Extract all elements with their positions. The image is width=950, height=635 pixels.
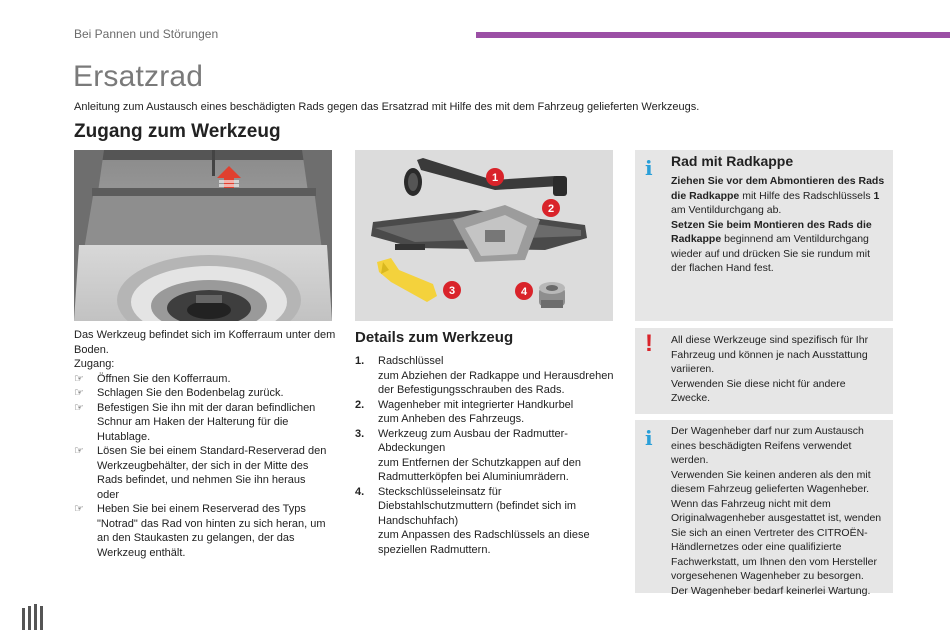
access-para-2: Zugang: xyxy=(74,358,115,370)
socket-icon xyxy=(539,282,565,308)
callout-2 xyxy=(542,199,560,217)
list-item: ☞ Lösen Sie bei einem Standard-Reserverad den Werkzeugbehälter, der sich in der Mitte des Rads befindet, und nehmen Sie ihn heraus xyxy=(74,445,327,486)
jack-text: Der Wagenheber darf nur zum Austausch eines beschädigten Reifens verwendet werden. Verwenden Sie keinen anderen als den mit diesem Fahrzeug gelieferten Wagenheber. Wenn das Fahrzeug nicht mit dem Originalwagenheber ausgestattet ist, wenden Sie sich an einen Vertreter des CITROËN-Händlernetzes oder eine qualifizierte Fachwerkstatt, um Ihnen den vom Hersteller vorgesehenen Wagenheber zu besorgen. Der Wagenheber bedarf keinerlei Wartung. xyxy=(671,425,882,597)
callout-1 xyxy=(486,168,504,186)
hand-pointer-icon: ☞ xyxy=(74,503,84,515)
svg-text:2: 2 xyxy=(547,203,555,215)
svg-text:1: 1 xyxy=(491,172,499,184)
list-item: 4. Steckschlüsseleinsatz für Diebstahlschutzmuttern (befindet sich im Handschuhfach) zum Anpassen des Radschlüssels an diese speziellen Radmuttern. xyxy=(355,485,590,556)
list-item: ☞ Schlagen Sie den Bodenbelag zurück. xyxy=(74,387,284,399)
list-item: 2. Wagenheber mit integrierter Handkurbel zum Anheben des Fahrzeugs. xyxy=(355,398,574,425)
access-steps xyxy=(74,372,336,561)
hubcap-title: Rad mit Radkappe xyxy=(671,153,794,169)
hubcap-text: Ziehen Sie vor dem Abmontieren des Rads die Radkappe mit Hilfe des Radschlüssels 1 am Ventildurchgang ab. Setzen Sie beim Montieren des Rads die Radkappe beginnend am Ventildurchgang wieder auf und drücken Sie sie rundum mit der flachen Hand fest. xyxy=(671,175,885,274)
warning-box xyxy=(635,328,893,414)
warning-text: All diese Werkzeuge sind spezifisch für Ihr Fahrzeug und können je nach Ausstattung variieren. Verwenden Sie diese nicht für andere Zwecke. xyxy=(671,334,869,404)
access-para-1: Das Werkzeug befindet sich im Kofferraum unter dem Boden. xyxy=(74,329,336,356)
jack-info-box xyxy=(635,420,893,597)
svg-text:3: 3 xyxy=(448,285,456,297)
list-item: 1. Radschlüssel zum Abziehen der Radkappe und Herausdrehen der Befestigungsschrauben des Rads. xyxy=(355,355,614,396)
page-title: Ersatzrad xyxy=(73,60,204,93)
section-label: Bei Pannen und Störungen xyxy=(74,27,219,41)
svg-text:4: 4 xyxy=(520,286,528,298)
page-number-graphic xyxy=(22,604,46,635)
info-icon: i xyxy=(645,426,653,450)
info-icon: i xyxy=(645,156,653,180)
or-separator: oder xyxy=(97,488,120,501)
section-accent-bar xyxy=(476,32,950,38)
hand-pointer-icon: ☞ xyxy=(74,387,84,399)
tools-list xyxy=(355,354,617,557)
list-item: 3. Werkzeug zum Ausbau der Radmutter-Abdeckungen zum Entfernen der Schutzkappen auf den Radmutterköpfen bei Aluminiumrädern. xyxy=(355,427,582,483)
hand-pointer-icon: ☞ xyxy=(74,401,84,414)
warning-icon: ! xyxy=(645,330,653,357)
hubcap-info-box xyxy=(635,150,893,321)
callout-4 xyxy=(515,282,533,300)
hand-pointer-icon: ☞ xyxy=(74,445,84,457)
tools-photo xyxy=(355,150,613,321)
trunk-photo xyxy=(74,150,332,321)
tools-heading: Details zum Werkzeug xyxy=(355,329,514,346)
list-item: ☞ Heben Sie bei einem Reserverad des Typs "Notrad" das Rad von hinten zu sich heran, um an den Staukasten zu gelangen, der das Werkzeug enthält. xyxy=(74,503,326,559)
list-item: ☞ Befestigen Sie ihn mit der daran befindlichen Schnur am Haken der Halterung für die Hutablage. xyxy=(74,401,316,443)
access-instructions xyxy=(74,328,336,560)
callout-3 xyxy=(443,281,461,299)
hand-pointer-icon: ☞ xyxy=(74,372,84,385)
list-item: ☞ Öffnen Sie den Kofferraum. xyxy=(74,372,231,385)
page-intro: Anleitung zum Austausch eines beschädigten Rads gegen das Ersatzrad mit Hilfe des mit dem Fahrzeug gelieferten Werkzeugs. xyxy=(74,101,700,113)
access-heading: Zugang zum Werkzeug xyxy=(74,121,281,142)
